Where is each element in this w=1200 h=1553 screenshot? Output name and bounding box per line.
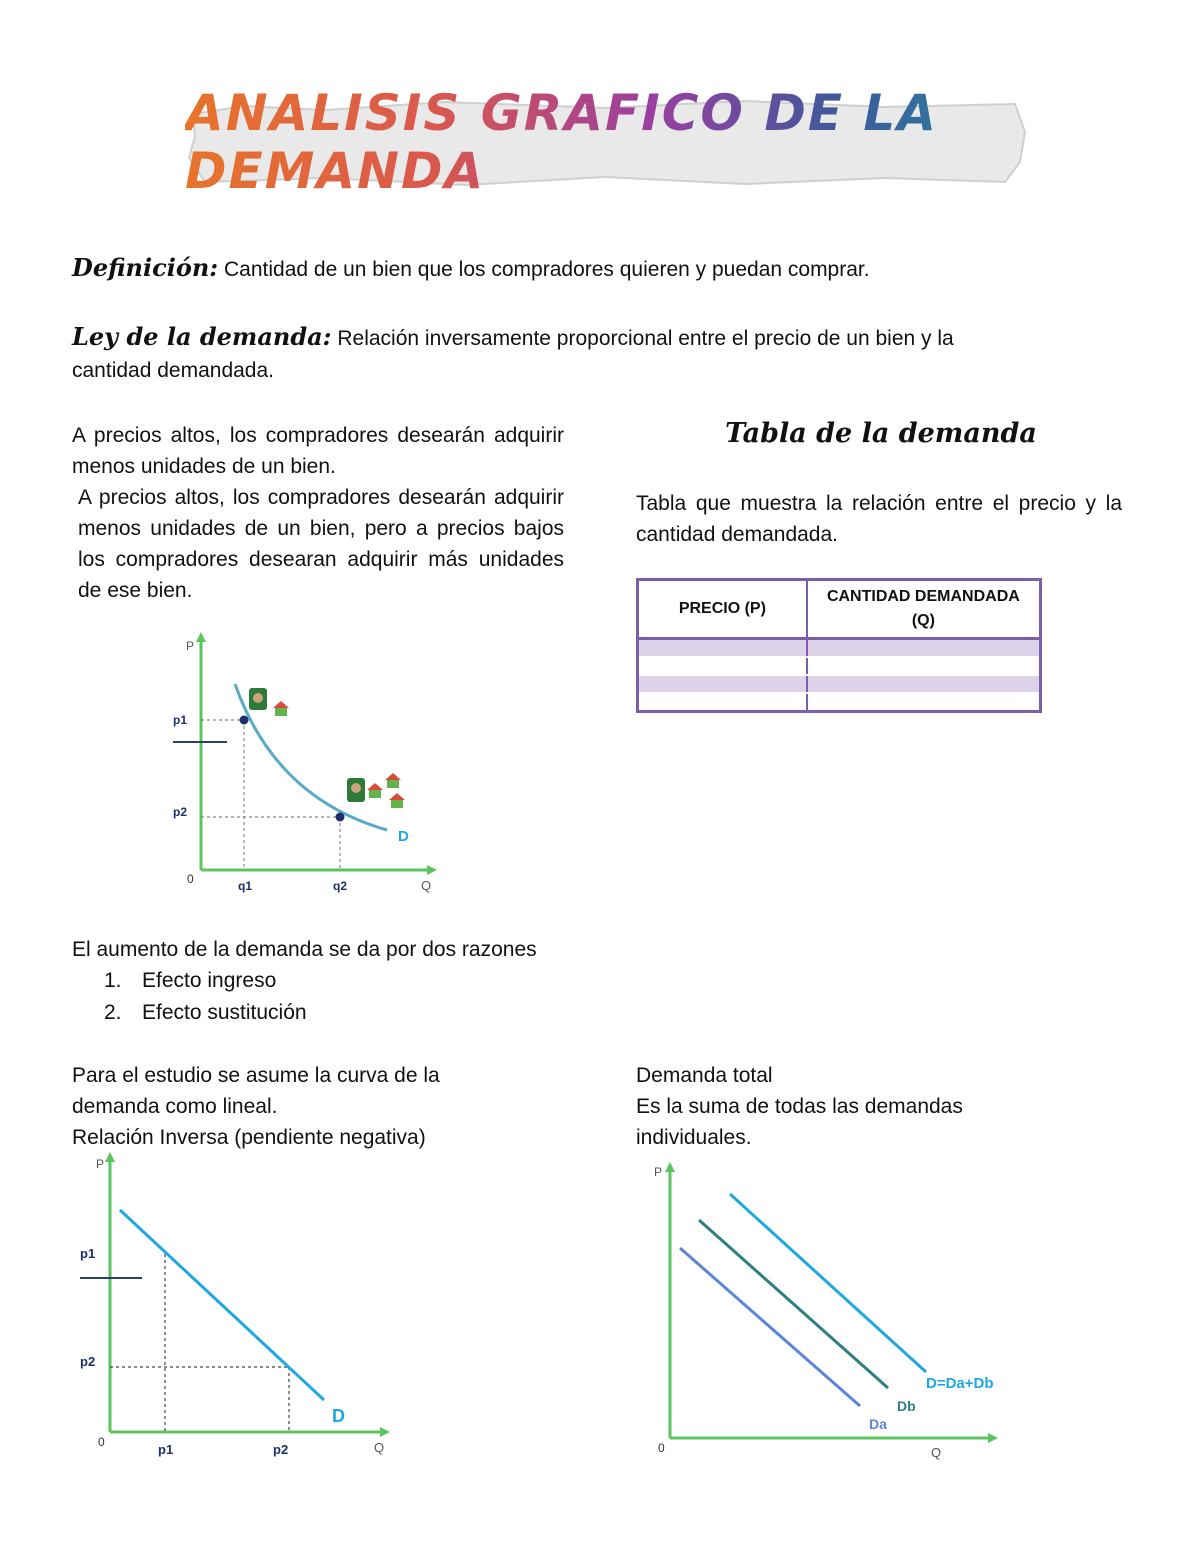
curve-label-d: D bbox=[332, 1406, 345, 1426]
title-banner bbox=[185, 84, 1030, 200]
list-number: 2. bbox=[104, 1001, 122, 1024]
total-line-1: Demanda total bbox=[636, 1064, 773, 1087]
x-axis-arrow bbox=[380, 1427, 390, 1437]
total-demand-text bbox=[636, 1060, 963, 1153]
curve-label-d: D bbox=[398, 828, 409, 845]
demand-curve-graph bbox=[165, 628, 445, 898]
table-header-row bbox=[638, 580, 1041, 639]
point-p1-q1 bbox=[240, 716, 249, 725]
axis-label-q: Q bbox=[374, 1440, 385, 1455]
linear-demand-text bbox=[72, 1060, 440, 1153]
p2-label: p2 bbox=[173, 805, 188, 819]
total-line-3: individuales. bbox=[636, 1126, 752, 1149]
list-text: Efecto sustitución bbox=[142, 1001, 307, 1024]
table-description: Tabla que muestra la relación entre el precio y la cantidad demandada. bbox=[636, 492, 1122, 546]
table-cell bbox=[807, 639, 1041, 658]
label-demand-b: Db bbox=[897, 1398, 916, 1414]
axis-label-q: Q bbox=[421, 878, 432, 893]
demand-b-line bbox=[699, 1220, 888, 1388]
demand-a-line bbox=[680, 1248, 860, 1406]
table-cell bbox=[638, 675, 807, 693]
linear-line-2: demanda como lineal. bbox=[72, 1095, 278, 1118]
x-axis-arrow bbox=[988, 1433, 998, 1443]
total-demand-line bbox=[730, 1194, 926, 1372]
paragraph-high-prices: A precios altos, los compradores desearán adquirir menos unidades de un bien. bbox=[72, 424, 564, 478]
header-precio: PRECIO (P) bbox=[638, 580, 807, 639]
definition-text: Cantidad de un bien que los compradores quieren y puedan comprar. bbox=[218, 258, 870, 281]
table-section-title: Tabla de la demanda bbox=[725, 418, 1037, 449]
origin-label: 0 bbox=[98, 1435, 105, 1449]
law-label: Ley de la demanda: bbox=[72, 322, 332, 351]
table-row bbox=[638, 675, 1041, 693]
linear-demand-line bbox=[120, 1210, 324, 1400]
table-row bbox=[638, 693, 1041, 712]
list-item bbox=[104, 997, 307, 1029]
x1-label: p1 bbox=[158, 1442, 174, 1457]
linear-demand-graph bbox=[72, 1148, 402, 1470]
axis-label-p: P bbox=[96, 1157, 105, 1171]
list-number: 1. bbox=[104, 969, 122, 992]
origin-label: 0 bbox=[187, 872, 194, 886]
x2-label: p2 bbox=[273, 1442, 289, 1457]
axis-label-p: P bbox=[186, 639, 195, 653]
list-text: Efecto ingreso bbox=[142, 969, 277, 992]
law-text: Relación inversamente proporcional entre el precio de un bien y la bbox=[331, 327, 954, 350]
total-line-2: Es la suma de todas las demandas bbox=[636, 1095, 963, 1118]
y-axis-arrow bbox=[665, 1162, 675, 1172]
table-cell bbox=[807, 675, 1041, 693]
linear-line-3: Relación Inversa (pendiente negativa) bbox=[72, 1126, 426, 1149]
label-total-demand: D=Da+Db bbox=[926, 1375, 994, 1392]
axis-label-p: P bbox=[654, 1165, 663, 1179]
definition-label: Definición: bbox=[72, 253, 219, 282]
table-row bbox=[638, 639, 1041, 658]
p1-label: p1 bbox=[80, 1246, 96, 1261]
table-cell bbox=[807, 693, 1041, 712]
axis-label-q: Q bbox=[931, 1445, 942, 1460]
y-axis-arrow bbox=[105, 1152, 115, 1162]
y-axis-arrow bbox=[196, 632, 206, 642]
point-p2-q2 bbox=[336, 813, 345, 822]
table-cell bbox=[638, 693, 807, 712]
table-cell bbox=[807, 657, 1041, 675]
reasons-list bbox=[104, 965, 307, 1029]
x-axis-arrow bbox=[427, 865, 437, 875]
header-cantidad: CANTIDAD DEMANDADA (Q) bbox=[807, 580, 1041, 639]
label-demand-a: Da bbox=[869, 1416, 887, 1432]
increase-heading: El aumento de la demanda se da por dos razones bbox=[72, 938, 537, 961]
total-demand-graph bbox=[650, 1158, 1020, 1468]
list-item bbox=[104, 965, 307, 997]
table-row bbox=[638, 657, 1041, 675]
definition-line bbox=[72, 252, 1152, 285]
demand-table bbox=[636, 578, 1042, 713]
table-cell bbox=[638, 639, 807, 658]
origin-label: 0 bbox=[658, 1441, 665, 1455]
linear-line-1: Para el estudio se asume la curva de la bbox=[72, 1064, 440, 1087]
q1-label: q1 bbox=[238, 879, 253, 893]
paragraph-high-low-prices: A precios altos, los compradores desearán adquirir menos unidades de un bien, pero a precios bajos los compradores desearan adquirir más unidades de ese bien. bbox=[78, 486, 564, 602]
page-title: ANÁLISIS GRÁFICO DE LA DEMANDA bbox=[185, 92, 1030, 192]
law-line bbox=[72, 321, 1132, 354]
buyer-more-units-icon bbox=[347, 773, 405, 808]
p1-label: p1 bbox=[173, 713, 188, 727]
q2-label: q2 bbox=[333, 879, 348, 893]
table-cell bbox=[638, 657, 807, 675]
buyer-few-units-icon bbox=[249, 688, 289, 716]
p2-label: p2 bbox=[80, 1354, 96, 1369]
law-text-continued: cantidad demandada. bbox=[72, 359, 274, 382]
